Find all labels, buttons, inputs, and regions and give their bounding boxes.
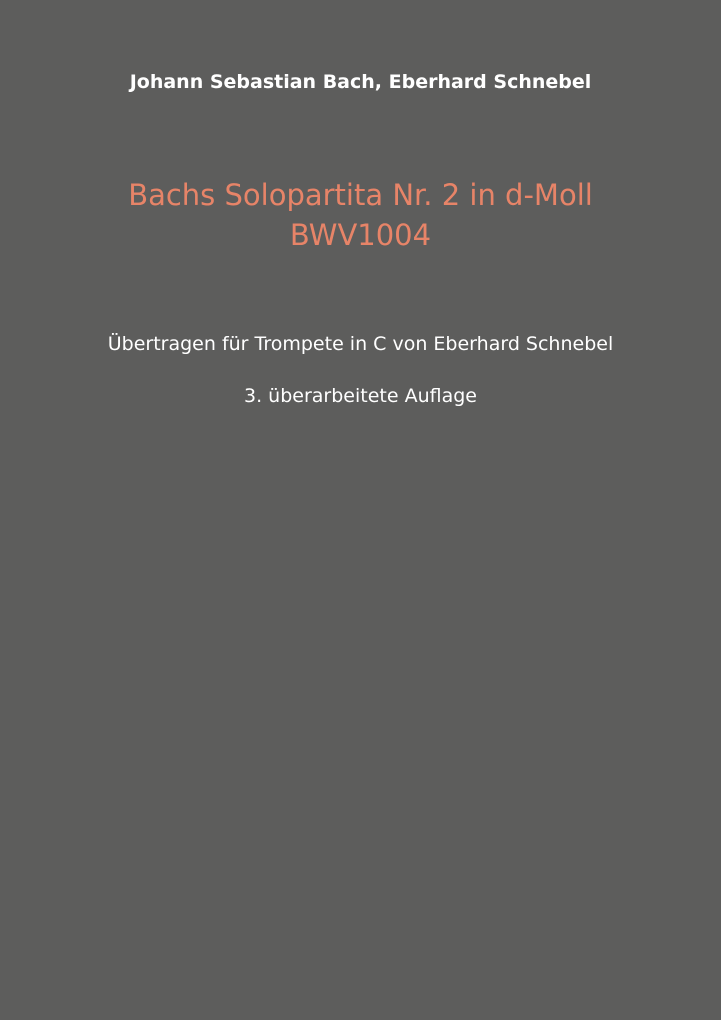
edition-note: 3. überarbeitete Auflage	[244, 385, 477, 407]
book-title-line-2: BWV1004	[289, 218, 432, 252]
book-title	[0, 175, 721, 255]
book-title-line-1: Bachs Solopartita Nr. 2 in d-Moll	[128, 178, 593, 212]
subtitle: Übertragen für Trompete in C von Eberhard Schnebel	[107, 333, 614, 355]
authors: Johann Sebastian Bach, Eberhard Schnebel	[129, 71, 592, 93]
